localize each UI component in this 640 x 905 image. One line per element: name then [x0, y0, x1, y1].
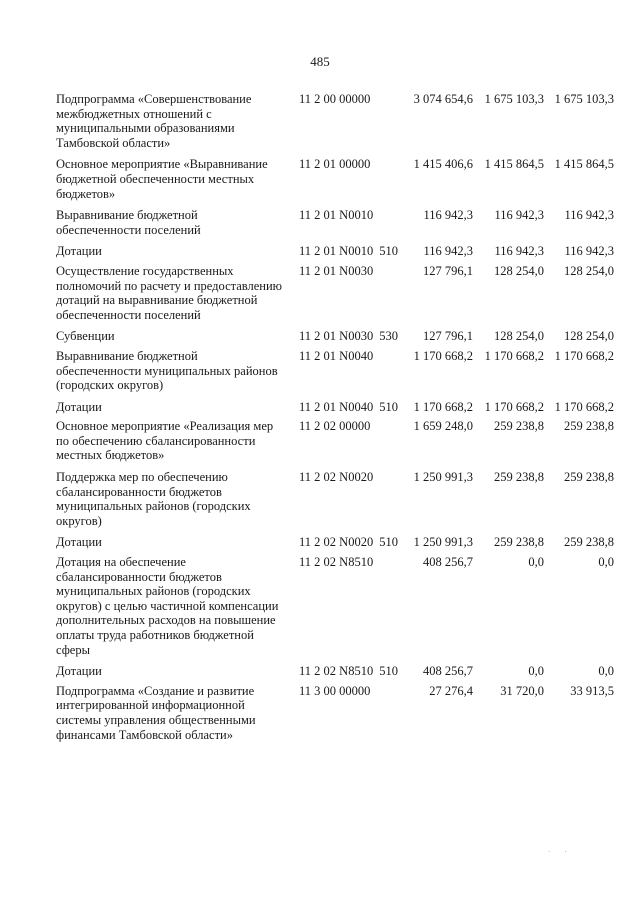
row-name: Выравнивание бюджетной обеспеченности муниципальных районов (городских округов) — [56, 348, 278, 393]
amount-year-3: 1 415 864,5 — [554, 157, 614, 172]
amount-year-1: 127 796,1 — [423, 329, 473, 344]
table-row — [56, 664, 616, 679]
row-name: Выравнивание бюджетной обеспеченности поселений — [56, 208, 201, 237]
row-code — [299, 264, 379, 279]
amount-year-2: 259 238,8 — [494, 470, 544, 485]
amount-year-3: 0,0 — [598, 664, 614, 679]
amount-year-1: 1 415 406,6 — [413, 157, 473, 172]
target-article-code: 11 3 00 00000 — [299, 683, 371, 698]
target-article-code: 11 2 00 00000 — [299, 92, 371, 106]
row-code — [299, 92, 376, 107]
table-row — [56, 400, 616, 415]
row-code — [299, 244, 398, 259]
amount-year-3: 116 942,3 — [564, 244, 614, 259]
amount-year-2: 31 720,0 — [500, 683, 544, 698]
row-code — [299, 157, 376, 172]
scan-specks: · · — [548, 848, 567, 856]
row-code — [299, 329, 398, 344]
table-row — [56, 555, 616, 657]
amount-year-1: 116 942,3 — [423, 244, 473, 259]
amount-year-3: 0,0 — [598, 555, 614, 570]
amount-year-2: 0,0 — [528, 555, 544, 570]
amount-year-1: 27 276,4 — [429, 683, 473, 698]
target-article-code: 11 2 02 N0020 — [299, 470, 374, 485]
amount-year-2: 116 942,3 — [494, 244, 544, 259]
target-article-code: 11 2 02 00000 — [299, 419, 371, 434]
amount-year-3: 259 238,8 — [564, 535, 614, 550]
target-article-code: 11 2 01 N0040 — [299, 399, 374, 414]
amount-year-1: 408 256,7 — [423, 664, 473, 679]
budget-table — [56, 92, 616, 742]
target-article-code: 11 2 01 N0030 — [299, 329, 374, 344]
amount-year-1: 127 796,1 — [423, 263, 473, 278]
target-article-code: 11 2 02 N8510 — [299, 555, 374, 570]
table-row — [56, 329, 616, 344]
amount-year-2: 1 170 668,2 — [484, 399, 544, 414]
amount-year-2: 128 254,0 — [494, 263, 544, 278]
row-code — [299, 349, 379, 364]
target-article-code: 11 2 02 N8510 — [299, 664, 374, 679]
amount-year-1: 116 942,3 — [423, 208, 473, 223]
row-code — [299, 555, 379, 570]
amount-year-1: 1 659 248,0 — [413, 419, 473, 434]
row-name: Дотации — [56, 664, 102, 679]
row-code — [299, 419, 376, 434]
target-article-code: 11 2 01 00000 — [299, 157, 371, 172]
row-code — [299, 684, 376, 699]
row-name: Поддержка мер по обеспечению сбалансированности бюджетов муниципальных районов (городских округов) — [56, 470, 251, 528]
row-code — [299, 664, 398, 679]
amount-year-2: 259 238,8 — [494, 419, 544, 434]
amount-year-2: 1 675 103,3 — [484, 92, 544, 106]
expense-type-code: 530 — [379, 329, 398, 344]
amount-year-2: 116 942,3 — [494, 208, 544, 223]
amount-year-1: 408 256,7 — [423, 555, 473, 570]
table-row — [56, 92, 616, 150]
target-article-code: 11 2 01 N0040 — [299, 348, 374, 363]
target-article-code: 11 2 01 N0010 — [299, 208, 374, 223]
amount-year-3: 259 238,8 — [564, 470, 614, 485]
target-article-code: 11 2 01 N0030 — [299, 263, 374, 278]
target-article-code: 11 2 01 N0010 — [299, 244, 374, 259]
row-name: Основное мероприятие «Выравнивание бюджетной обеспеченности местных бюджетов» — [56, 157, 268, 201]
table-row — [56, 264, 616, 322]
table-row — [56, 244, 616, 259]
table-row — [56, 208, 616, 237]
table-row — [56, 349, 616, 393]
expense-type-code: 510 — [379, 244, 398, 259]
amount-year-1: 3 074 654,6 — [413, 92, 473, 106]
row-name: Осуществление государственных полномочий по расчету и предоставлению дотаций на выравнивание бюджетной обеспеченности поселений — [56, 263, 283, 322]
row-code — [299, 535, 398, 550]
page-number: 485 — [310, 54, 330, 69]
amount-year-3: 1 675 103,3 — [554, 92, 614, 106]
expense-type-code: 510 — [379, 664, 398, 679]
amount-year-3: 259 238,8 — [564, 419, 614, 434]
row-name: Подпрограмма «Совершенствование межбюджетных отношений с муниципальными образованиями Тамбовской области» — [56, 92, 252, 150]
table-row — [56, 470, 616, 528]
amount-year-1: 1 170 668,2 — [413, 348, 473, 363]
amount-year-2: 0,0 — [528, 664, 544, 679]
amount-year-1: 1 170 668,2 — [413, 399, 473, 414]
target-article-code: 11 2 02 N0020 — [299, 535, 374, 550]
row-code — [299, 208, 379, 223]
row-name: Дотации — [56, 535, 102, 550]
amount-year-3: 128 254,0 — [564, 263, 614, 278]
amount-year-3: 1 170 668,2 — [554, 348, 614, 363]
table-row — [56, 535, 616, 550]
amount-year-2: 1 415 864,5 — [484, 157, 544, 172]
row-code — [299, 470, 379, 485]
row-name: Подпрограмма «Создание и развитие интегрированной информационной системы управления общественными финансами Тамбовской области» — [56, 683, 256, 742]
row-name: Основное мероприятие «Реализация мер по обеспечению сбалансированности местных бюджетов» — [56, 419, 274, 463]
row-name: Субвенции — [56, 329, 115, 344]
amount-year-3: 1 170 668,2 — [554, 399, 614, 414]
row-name: Дотация на обеспечение сбалансированности бюджетов муниципальных районов (городских округов) с целью частичной компенсации дополнительных расходов на повышение оплаты труда работников бюджетной сферы — [56, 555, 279, 657]
amount-year-2: 128 254,0 — [494, 329, 544, 344]
table-row — [56, 419, 616, 463]
amount-year-3: 116 942,3 — [564, 208, 614, 223]
row-name: Дотации — [56, 244, 102, 259]
row-code — [299, 400, 398, 415]
table-row — [56, 684, 616, 742]
amount-year-1: 1 250 991,3 — [413, 535, 473, 550]
amount-year-3: 128 254,0 — [564, 329, 614, 344]
amount-year-2: 1 170 668,2 — [484, 348, 544, 363]
amount-year-2: 259 238,8 — [494, 535, 544, 550]
expense-type-code: 510 — [379, 399, 398, 414]
amount-year-3: 33 913,5 — [570, 683, 614, 698]
row-name: Дотации — [56, 399, 102, 414]
table-row — [56, 157, 616, 201]
amount-year-1: 1 250 991,3 — [413, 470, 473, 485]
expense-type-code: 510 — [379, 535, 398, 550]
